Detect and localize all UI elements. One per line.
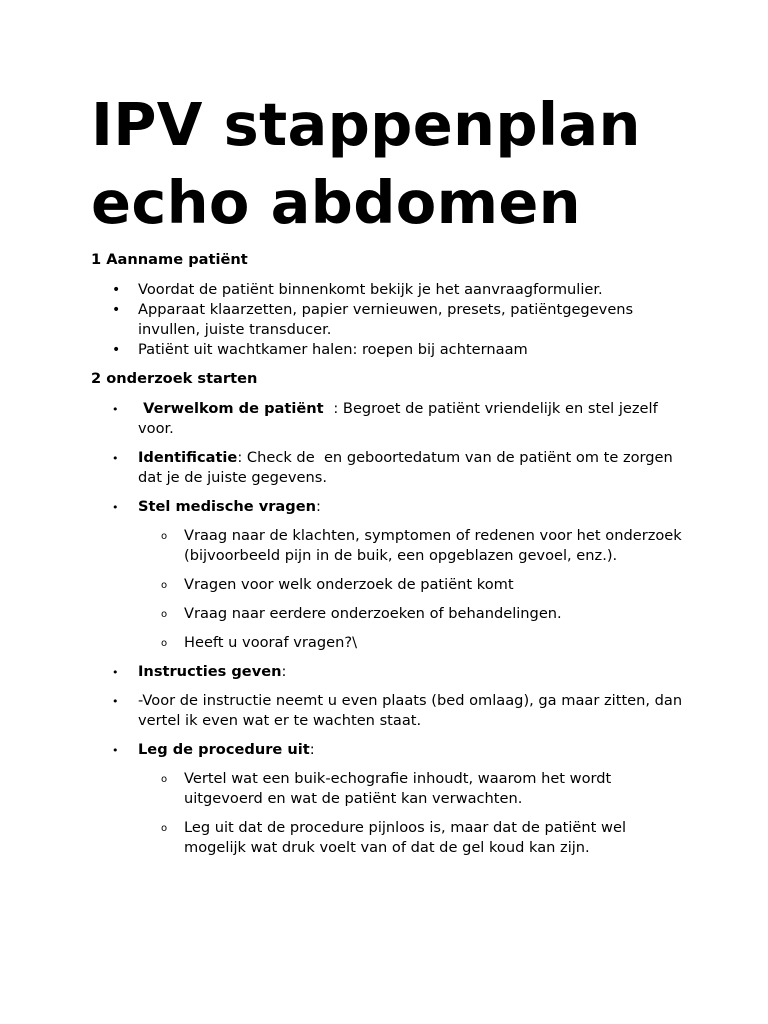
sublist-item-text: Vragen voor welk onderzoek de patiënt komt	[184, 576, 514, 593]
instructions-colon: :	[281, 663, 287, 680]
welcome-text: : Begroet de patiënt vriendelijk en stel jezelf voor.	[138, 400, 663, 437]
list-item-text: Voordat de patiënt binnenkomt bekijk je het aanvraagformulier.	[138, 281, 603, 298]
bullet-icon: •	[112, 695, 119, 708]
sublist-item-text: Heeft u vooraf vragen?\	[184, 634, 358, 651]
sublist-item-text: Vraag naar de klachten, symptomen of redenen voor het onderzoek (bijvoorbeeld pijn in de buik, een opgeblazen gevoel, enz.).	[184, 527, 682, 564]
list-item-medical-questions	[91, 497, 691, 653]
medical-questions-label: Stel medische vragen	[138, 498, 317, 515]
medical-questions-colon: :	[316, 498, 321, 515]
bullet-icon: •	[112, 501, 119, 514]
section-2-list	[91, 399, 691, 858]
medical-questions-sublist	[138, 526, 691, 653]
bullet-icon: •	[112, 302, 121, 318]
instructions-label: Instructies geven	[138, 663, 282, 680]
procedure-sublist	[138, 769, 691, 858]
list-item-instructions-detail	[91, 691, 691, 731]
sublist-item-text: Vertel wat een buik-echografie inhoudt, waarom het wordt uitgevoerd en wat de patiënt kan verwachten.	[184, 770, 612, 807]
section-2-heading: 2 onderzoek starten	[91, 370, 258, 387]
bullet-icon: •	[112, 342, 121, 358]
instructions-detail-text: -Voor de instructie neemt u even plaats (bed omlaag), ga maar zitten, dan vertel ik even wat er te wachten staat.	[138, 692, 683, 729]
sublist-item	[91, 769, 691, 809]
list-item	[91, 300, 691, 340]
bullet-icon: •	[112, 744, 119, 757]
list-item-identification	[91, 448, 691, 488]
circle-bullet-icon: o	[161, 580, 168, 591]
sublist-item	[91, 633, 691, 653]
bullet-icon: •	[112, 452, 119, 465]
section-1-list	[91, 280, 691, 360]
list-item-procedure	[91, 740, 691, 858]
list-item-welcome	[91, 399, 691, 439]
sublist-item	[91, 575, 691, 595]
sublist-item-text: Vraag naar eerdere onderzoeken of behandelingen.	[184, 605, 562, 622]
circle-bullet-icon: o	[161, 823, 168, 834]
procedure-label: Leg de procedure uit	[138, 741, 310, 758]
list-item	[91, 280, 691, 300]
list-item-text: Patiënt uit wachtkamer halen: roepen bij achternaam	[138, 341, 528, 358]
title-line-1: IPV stappenplan	[91, 90, 641, 159]
document-body	[91, 250, 691, 858]
welcome-label: Verwelkom de patiënt	[138, 400, 329, 417]
bullet-icon: •	[112, 666, 119, 679]
circle-bullet-icon: o	[161, 531, 168, 542]
bullet-icon: •	[112, 282, 121, 298]
circle-bullet-icon: o	[161, 609, 168, 620]
sublist-item-text: Leg uit dat de procedure pijnloos is, maar dat de patiënt wel mogelijk wat druk voelt van of dat de gel koud kan zijn.	[184, 819, 626, 856]
list-item-text: Apparaat klaarzetten, papier vernieuwen, presets, patiëntgegevens invullen, juiste transducer.	[138, 301, 634, 338]
title-line-2: echo abdomen	[91, 168, 581, 237]
sublist-item	[91, 526, 691, 566]
document-title	[91, 86, 731, 242]
circle-bullet-icon: o	[161, 774, 168, 785]
bullet-icon: •	[112, 403, 119, 416]
sublist-item	[91, 818, 691, 858]
circle-bullet-icon: o	[161, 638, 168, 649]
list-item-instructions	[91, 662, 691, 682]
identification-text: : Check de en geboortedatum van de patiënt om te zorgen dat je de juiste gegevens.	[138, 449, 678, 486]
section-1-heading: 1 Aanname patiënt	[91, 251, 248, 268]
sublist-item	[91, 604, 691, 624]
procedure-colon: :	[309, 741, 315, 758]
identification-label: Identificatie	[138, 449, 238, 466]
list-item	[91, 340, 691, 360]
